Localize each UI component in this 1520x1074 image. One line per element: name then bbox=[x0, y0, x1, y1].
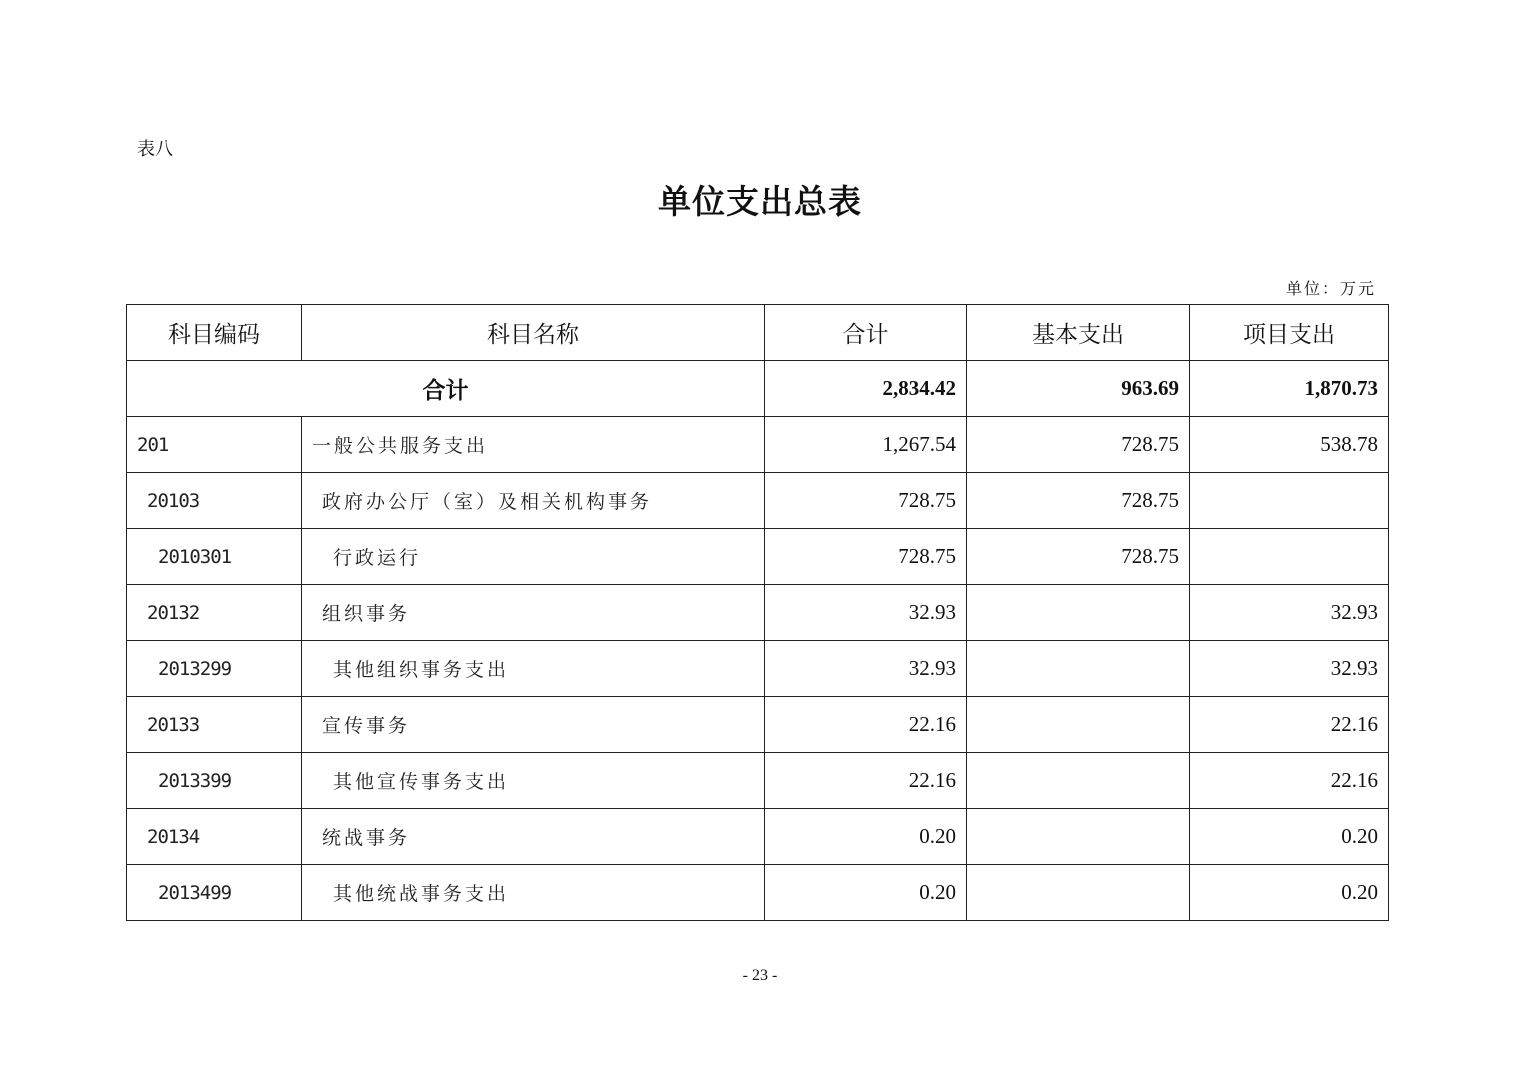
table-row bbox=[127, 473, 1389, 529]
table-row bbox=[127, 697, 1389, 753]
row-name: 行政运行 bbox=[302, 529, 765, 585]
total-project: 1,870.73 bbox=[1190, 361, 1389, 417]
row-basic: 728.75 bbox=[967, 417, 1190, 473]
row-name: 其他组织事务支出 bbox=[302, 641, 765, 697]
header-total: 合计 bbox=[765, 305, 967, 361]
header-code: 科目编码 bbox=[127, 305, 302, 361]
row-project bbox=[1190, 529, 1389, 585]
row-name: 宣传事务 bbox=[302, 697, 765, 753]
row-total: 0.20 bbox=[765, 809, 967, 865]
row-project: 32.93 bbox=[1190, 585, 1389, 641]
row-total: 32.93 bbox=[765, 641, 967, 697]
table-row bbox=[127, 865, 1389, 921]
page-title: 单位支出总表 bbox=[658, 182, 862, 221]
row-code: 20103 bbox=[127, 473, 302, 529]
table-row bbox=[127, 641, 1389, 697]
row-code: 201 bbox=[127, 417, 302, 473]
row-total: 32.93 bbox=[765, 585, 967, 641]
total-label: 合计 bbox=[127, 361, 765, 417]
row-code: 2010301 bbox=[127, 529, 302, 585]
row-basic bbox=[967, 641, 1190, 697]
row-total: 0.20 bbox=[765, 865, 967, 921]
row-total: 22.16 bbox=[765, 697, 967, 753]
row-code: 20132 bbox=[127, 585, 302, 641]
row-name: 组织事务 bbox=[302, 585, 765, 641]
expenditure-table bbox=[126, 304, 1389, 921]
row-basic: 728.75 bbox=[967, 473, 1190, 529]
row-name: 其他宣传事务支出 bbox=[302, 753, 765, 809]
total-row bbox=[127, 361, 1389, 417]
table-row bbox=[127, 809, 1389, 865]
row-code: 20133 bbox=[127, 697, 302, 753]
row-name: 一般公共服务支出 bbox=[302, 417, 765, 473]
total-total: 2,834.42 bbox=[765, 361, 967, 417]
row-project: 0.20 bbox=[1190, 809, 1389, 865]
row-total: 1,267.54 bbox=[765, 417, 967, 473]
table-row bbox=[127, 529, 1389, 585]
table-row bbox=[127, 585, 1389, 641]
row-project bbox=[1190, 473, 1389, 529]
row-basic: 728.75 bbox=[967, 529, 1190, 585]
row-name: 政府办公厅（室）及相关机构事务 bbox=[302, 473, 765, 529]
table-row bbox=[127, 417, 1389, 473]
row-total: 728.75 bbox=[765, 473, 967, 529]
row-code: 20134 bbox=[127, 809, 302, 865]
table-label: 表八 bbox=[137, 139, 173, 160]
table-row bbox=[127, 753, 1389, 809]
unit-note: 单位：万元 bbox=[1285, 279, 1376, 298]
row-name: 其他统战事务支出 bbox=[302, 865, 765, 921]
row-code: 2013499 bbox=[127, 865, 302, 921]
row-project: 32.93 bbox=[1190, 641, 1389, 697]
row-code: 2013399 bbox=[127, 753, 302, 809]
row-project: 22.16 bbox=[1190, 697, 1389, 753]
row-total: 728.75 bbox=[765, 529, 967, 585]
row-basic bbox=[967, 809, 1190, 865]
row-basic bbox=[967, 753, 1190, 809]
row-name: 统战事务 bbox=[302, 809, 765, 865]
row-project: 538.78 bbox=[1190, 417, 1389, 473]
row-project: 0.20 bbox=[1190, 865, 1389, 921]
header-name: 科目名称 bbox=[302, 305, 765, 361]
header-basic: 基本支出 bbox=[967, 305, 1190, 361]
row-project: 22.16 bbox=[1190, 753, 1389, 809]
row-total: 22.16 bbox=[765, 753, 967, 809]
total-basic: 963.69 bbox=[967, 361, 1190, 417]
page-number: - 23 - bbox=[742, 967, 778, 984]
row-basic bbox=[967, 865, 1190, 921]
header-project: 项目支出 bbox=[1190, 305, 1389, 361]
row-basic bbox=[967, 697, 1190, 753]
header-row bbox=[127, 305, 1389, 361]
row-code: 2013299 bbox=[127, 641, 302, 697]
row-basic bbox=[967, 585, 1190, 641]
